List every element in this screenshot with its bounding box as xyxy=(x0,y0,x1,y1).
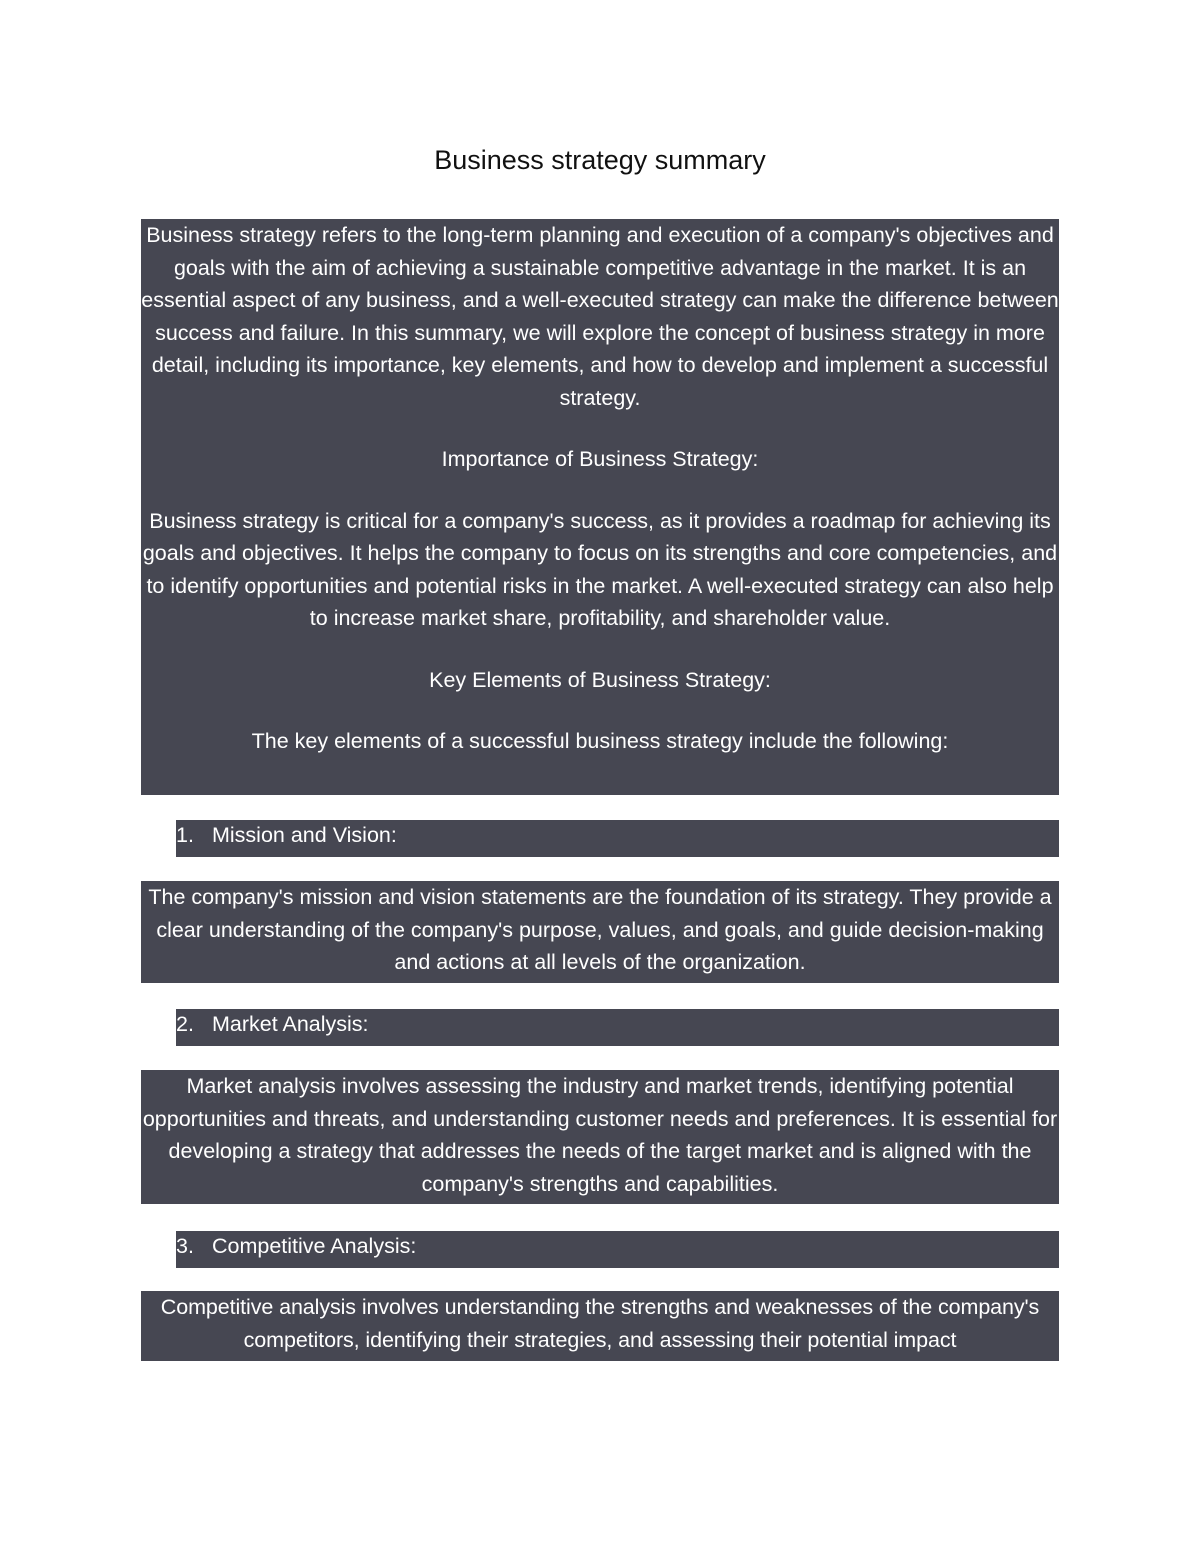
list-item-heading-text: Competitive Analysis: xyxy=(212,1234,417,1258)
intro-block xyxy=(141,219,1059,795)
page-title: Business strategy summary xyxy=(434,145,766,175)
importance-paragraph: Business strategy is critical for a company's success, as it provides a roadmap for achieving its goals and objectives. It helps the company to focus on its strengths and core competencies, and to identify opportunities and potential risks in the market. A well-executed strategy can also help to increase market share, profitability, and shareholder value. xyxy=(142,508,1058,630)
list-item-heading-text: Mission and Vision: xyxy=(212,823,397,847)
list-item-heading-text: Market Analysis: xyxy=(212,1012,369,1036)
list-item-number: 1. xyxy=(176,823,194,847)
importance-heading: Importance of Business Strategy: xyxy=(441,447,759,471)
list-item-description xyxy=(141,1291,1059,1361)
list-item-description xyxy=(141,1070,1059,1204)
list-item-heading xyxy=(176,1009,1059,1046)
list-item-description xyxy=(141,881,1059,983)
list-item-number: 2. xyxy=(176,1012,194,1036)
elements-lead: The key elements of a successful business strategy include the following: xyxy=(251,729,949,753)
list-item-description-text: Competitive analysis involves understanding the strengths and weaknesses of the company's competitors, identifying their strategies, and assessing their potential impact xyxy=(160,1295,1040,1352)
list-item-number: 3. xyxy=(176,1234,194,1258)
list-item-heading xyxy=(176,820,1059,857)
intro-paragraph: Business strategy refers to the long-term planning and execution of a company's objectives and goals with the aim of achieving a sustainable competitive advantage in the market. It is an essential aspect of any business, and a well-executed strategy can make the difference between success and failure. In this summary, we will explore the concept of business strategy in more detail, including its importance, key elements, and how to develop and implement a successful strategy. xyxy=(141,223,1059,410)
list-item-description-text: The company's mission and vision statements are the foundation of its strategy. They provide a clear understanding of the company's purpose, values, and goals, and guide decision-making and actions at all levels of the organization. xyxy=(148,885,1052,974)
list-item-heading xyxy=(176,1231,1059,1268)
list-item-description-text: Market analysis involves assessing the industry and market trends, identifying potential opportunities and threats, and understanding customer needs and preferences. It is essential for developing a strategy that addresses the needs of the target market and is aligned with the company's strengths and capabilities. xyxy=(142,1074,1058,1196)
elements-heading: Key Elements of Business Strategy: xyxy=(429,667,771,692)
